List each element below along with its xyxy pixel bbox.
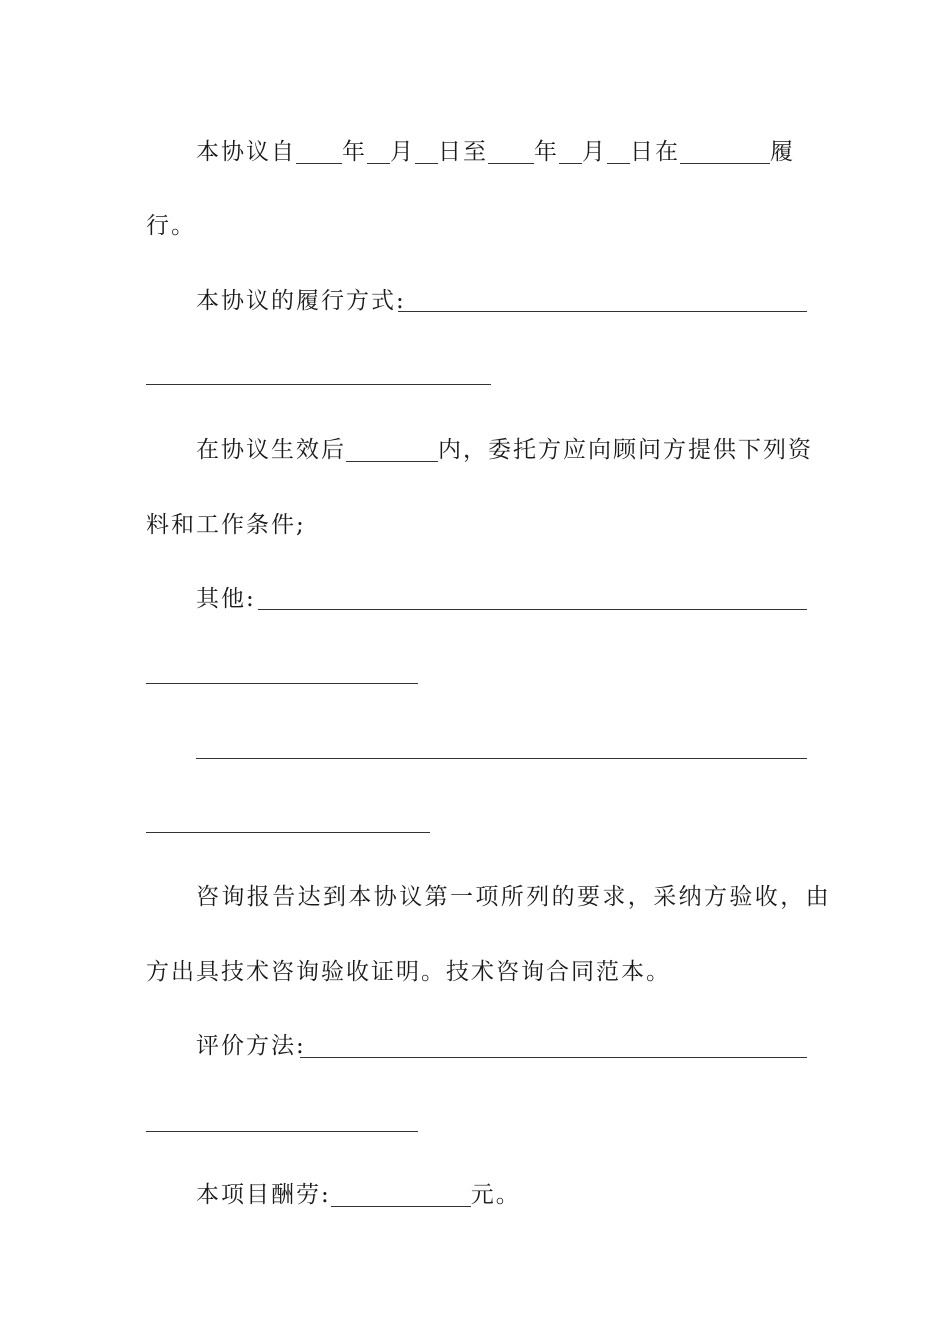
end-year-label: 年	[534, 139, 559, 165]
end-month-blank[interactable]	[559, 132, 582, 164]
other-blank-2[interactable]	[146, 683, 418, 684]
paragraph-dates-line1	[196, 132, 808, 172]
performance-method-blank[interactable]	[398, 311, 807, 312]
remuneration-label: 本项目酬劳:	[196, 1182, 331, 1208]
report-line1-text: 咨询报告达到本协议第一项所列的要求，采纳方验收，由	[196, 884, 831, 910]
report-line2: 方出具技术咨询验收证明。技术咨询合同范本。	[146, 959, 671, 985]
evaluation-method-blank[interactable]	[300, 1057, 807, 1058]
start-day-blank[interactable]	[415, 132, 438, 164]
extra-blank-line-2[interactable]	[146, 832, 430, 833]
remuneration-line	[196, 1175, 521, 1215]
materials-rest: 内，委托方应向顾问方提供下列资	[438, 437, 813, 463]
evaluation-method-line	[196, 1026, 306, 1066]
evaluation-method-label: 评价方法:	[196, 1033, 306, 1059]
other-blank[interactable]	[258, 609, 807, 610]
location-blank[interactable]	[680, 132, 770, 164]
end-month-label: 月	[582, 139, 607, 165]
period-blank[interactable]	[346, 430, 438, 462]
end-day-label: 日在	[630, 139, 680, 165]
performance-method-line	[196, 281, 808, 321]
start-day-label: 日至	[438, 139, 488, 165]
materials-line2: 料和工作条件;	[146, 512, 306, 538]
performance-method-blank-2[interactable]	[146, 384, 491, 385]
dates-end: 履	[770, 139, 795, 165]
remuneration-suffix: 元。	[470, 1182, 521, 1208]
evaluation-method-blank-2[interactable]	[146, 1131, 418, 1132]
start-year-blank[interactable]	[296, 132, 342, 164]
end-day-blank[interactable]	[607, 132, 630, 164]
end-year-blank[interactable]	[488, 132, 534, 164]
materials-prefix: 在协议生效后	[196, 437, 346, 463]
start-month-label: 月	[390, 139, 415, 165]
start-month-blank[interactable]	[367, 132, 390, 164]
remuneration-amount-blank[interactable]	[331, 1175, 471, 1207]
materials-line1	[196, 430, 813, 470]
extra-blank-line-1[interactable]	[196, 758, 807, 759]
dates-prefix: 本协议自	[196, 139, 296, 165]
report-line1	[196, 877, 831, 917]
other-label: 其他:	[196, 586, 256, 612]
performance-method-label: 本协议的履行方式:	[196, 288, 406, 314]
other-line	[196, 579, 256, 619]
paragraph-dates-line2: 行。	[146, 213, 196, 239]
start-year-label: 年	[342, 139, 367, 165]
